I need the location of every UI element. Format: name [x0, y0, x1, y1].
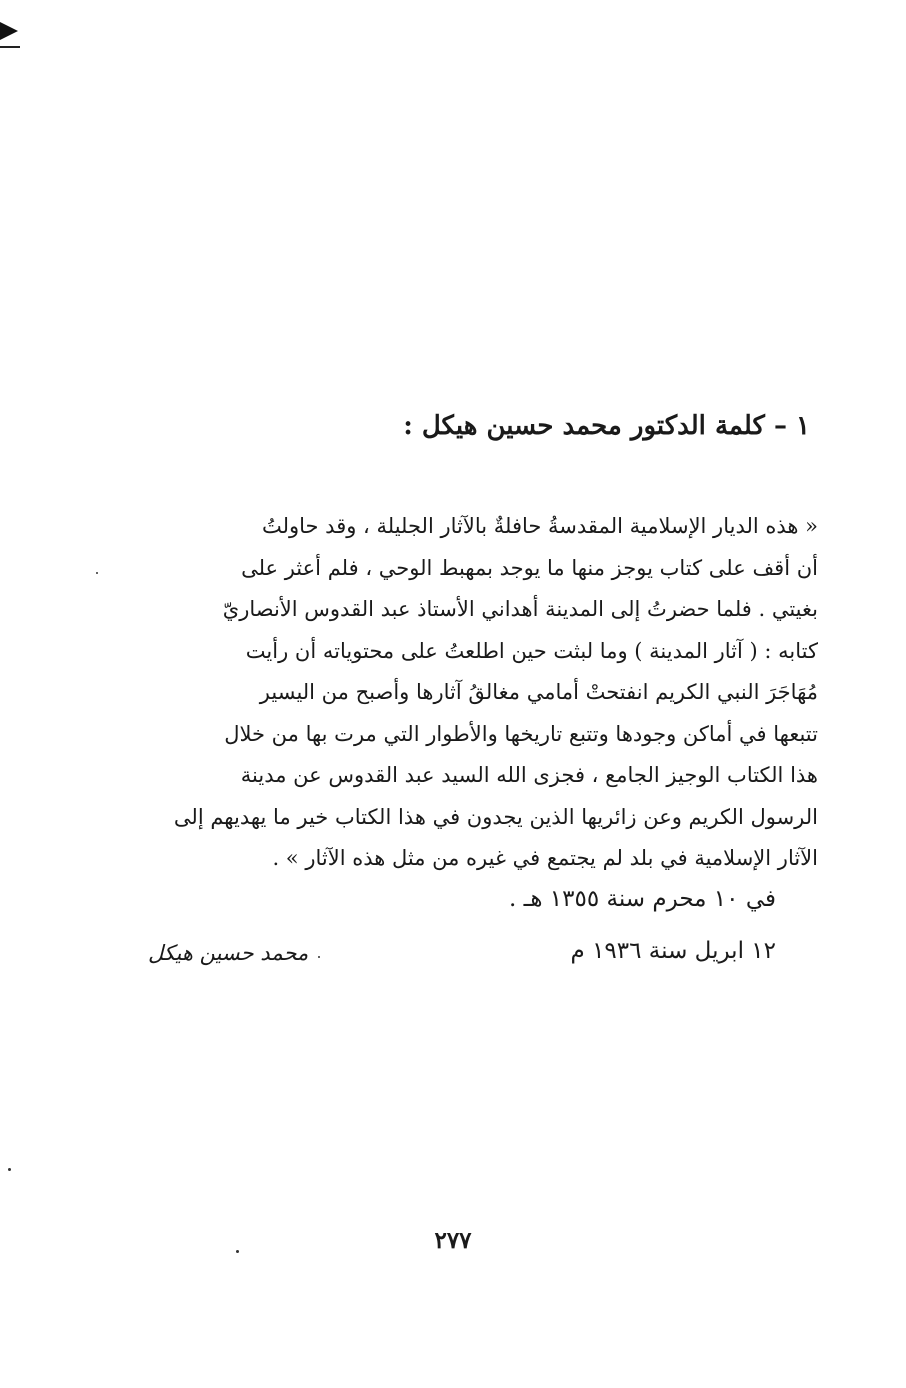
paragraph-line: أن أقف على كتاب يوجز منها ما يوجد بمهبط الوحي ، فلم أعثر على — [241, 555, 818, 580]
scan-speck — [8, 1168, 11, 1171]
paragraph-line: الرسول الكريم وعن زائريها الذين يجدون في هذا الكتاب خير ما يهديهم إلى — [173, 804, 818, 829]
quoted-paragraph — [136, 506, 818, 880]
hijri-date: في ١٠ محرم سنة ١٣٥٥ هـ . — [508, 886, 776, 912]
paragraph-line: مُهَاجَرَ النبي الكريم انفتحتْ أمامي مغالقُ آثارها وأصبح من اليسير — [259, 680, 818, 704]
corner-arrow-mark — [0, 22, 18, 40]
section-heading: ١ – كلمة الدكتور محمد حسين هيكل : — [403, 411, 810, 441]
page-number: ٢٧٧ — [434, 1227, 472, 1254]
scan-speck — [236, 1250, 239, 1253]
paragraph-line: هذا الكتاب الوجيز الجامع ، فجزى الله السيد عبد القدوس عن مدينة — [240, 763, 818, 787]
author-signature: محمد حسين هيكل — [148, 941, 309, 965]
scan-speck — [96, 572, 98, 574]
paragraph-line: تتبعها في أماكن وجودها وتتبع تاريخها والأطوار التي مرت بها من خلال — [224, 721, 818, 746]
scan-speck — [318, 956, 320, 958]
paragraph-line: « هذه الديار الإسلامية المقدسةُ حافلةٌ بالآثار الجليلة ، وقد حاولتُ — [261, 514, 818, 538]
paragraph-line: بغيتي . فلما حضرتُ إلى المدينة أهداني الأستاذ عبد القدوس الأنصاريّ — [222, 597, 818, 621]
paragraph-line: الآثار الإسلامية في بلد لم يجتمع في غيره من مثل هذه الآثار » . — [272, 846, 818, 870]
gregorian-date: ١٢ ابريل سنة ١٩٣٦ م — [570, 938, 776, 964]
paragraph-line: كتابه : ( آثار المدينة ) وما لبثت حين اطلعتُ على محتوياته أن رأيت — [245, 638, 818, 663]
corner-line-mark — [0, 46, 20, 48]
